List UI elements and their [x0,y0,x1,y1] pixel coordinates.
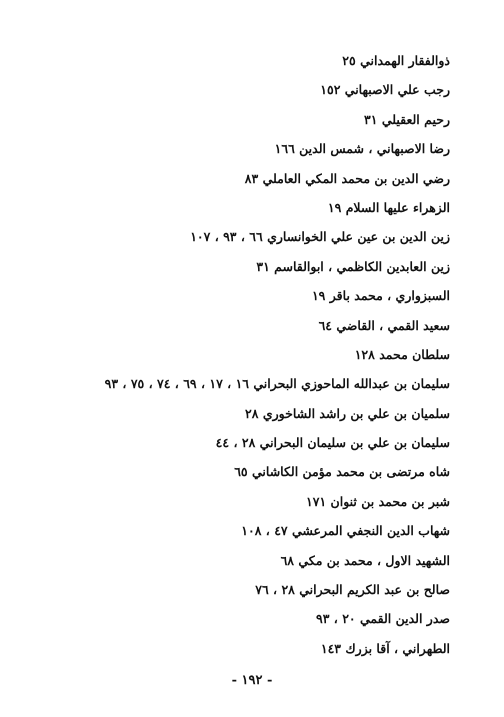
index-entry: الزهراء عليها السلام ١٩ [327,199,450,215]
index-entry: رضي الدين بن محمد المكي العاملي ٨٣ [244,170,450,186]
page-number: - ١٩٢ - [231,673,273,688]
index-entry: سعيد القمي ، القاضي ٦٤ [318,317,450,333]
index-entry-list [20,46,450,663]
index-entry: الطهراني ، آقا بزرك ١٤٣ [320,640,450,656]
index-entry: زين العابدين الكاظمي ، ابوالقاسم ٣١ [256,258,450,274]
index-entry: شبر بن محمد بن ثنوان ١٧١ [306,493,450,509]
index-entry: صدر الدين القمي ٢٠ ، ٩٣ [316,611,450,627]
index-entry: رضا الاصبهاني ، شمس الدين ١٦٦ [274,141,450,157]
index-entry: السبزواري ، محمد باقر ١٩ [311,288,450,304]
index-entry: زين الدين بن عين علي الخوانساري ٦٦ ، ٩٣ ، ١٠٧ [190,229,450,245]
index-entry: سليمان بن عبدالله الماحوزي البحراني ١٦ ، ١٧ ، ٦٩ ، ٧٤ ، ٧٥ ، ٩٣ [104,376,450,392]
index-entry: الشهيد الاول ، محمد بن مكي ٦٨ [280,552,450,568]
index-entry: سلميان بن علي بن راشد الشاخوري ٢٨ [245,405,450,421]
index-entry: ذوالفقار الهمداني ٢٥ [342,53,450,68]
index-entry: صالح بن عبد الكريم البحراني ٢٨ ، ٧٦ [255,582,450,598]
index-entry: سلطان محمد ١٢٨ [354,346,450,362]
index-entry: شاه مرتضى بن محمد مؤمن الكاشاني ٦٥ [234,464,450,480]
index-entry: رحيم العقيلي ٣١ [364,111,450,127]
index-entry: سليمان بن علي بن سليمان البحراني ٢٨ ، ٤٤ [215,435,450,451]
index-entry: رجب علي الاصبهاني ١٥٢ [320,82,450,98]
index-entry: شهاب الدين النجفي المرعشي ٤٧ ، ١٠٨ [241,523,450,539]
